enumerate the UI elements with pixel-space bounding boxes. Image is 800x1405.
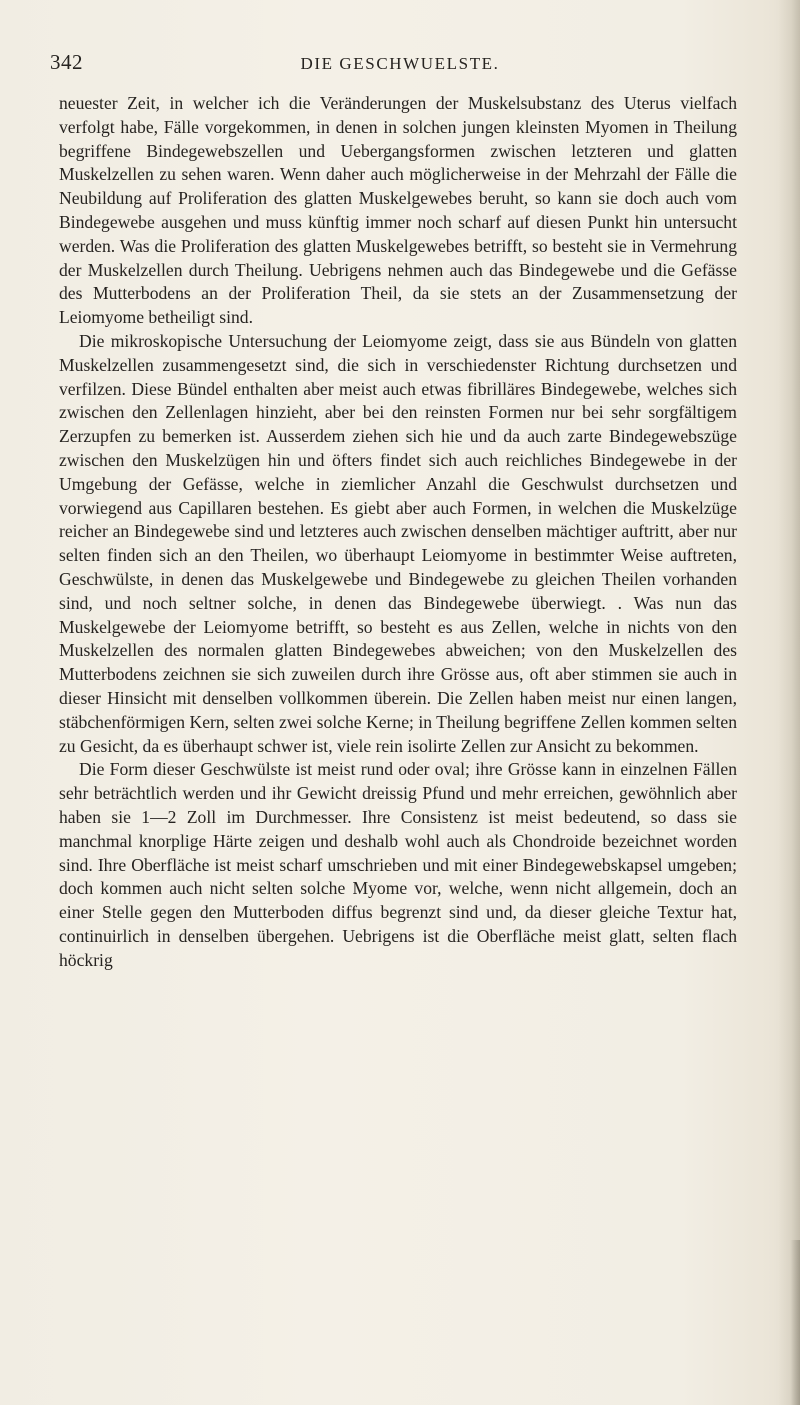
page-edge-shadow [778, 0, 800, 1405]
paragraph-2: Die mikroskopische Untersuchung der Leiomyome zeigt, dass sie aus Bündeln von glatten Muskelzellen zusammengesetzt sind, die sich in verschiedenster Richtung durchsetzen und verfilzen. Diese Bündel enthalten aber meist auch etwas fibrilläres Bindegewebe, welches sich zwischen den Zellenlagen hinzieht, aber bei den reinsten Formen nur bei sehr sorgfältigem Zerzupfen zu bemerken ist. Ausserdem ziehen sich hie und da auch zarte Bindegewebszüge zwischen den Muskelzügen hin und öfters findet sich auch reichliches Bindegewebe in der Umgebung der Gefässe, welche in ziemlicher Anzahl die Geschwulst durchsetzen und vorwiegend aus Capillaren bestehen. Es giebt aber auch Formen, in welchen die Muskelzüge reicher an Bindegewebe sind und letzteres auch zwischen denselben mächtiger auftritt, aber nur selten finden sich an den Theilen, wo überhaupt Leiomyome in bestimmter Weise auftreten, Geschwülste, in denen das Muskelgewebe und Bindegewebe zu gleichen Theilen vorhanden sind, und noch seltner solche, in denen das Bindegewebe überwiegt. . Was nun das Muskelgewebe der Leiomyome betrifft, so besteht es aus Zellen, welche in nichts von den Muskelzellen des normalen glatten Bindegewebes abweichen; von den Muskelzellen des Mutterbodens zeichnen sie sich zuweilen durch ihre Grösse aus, oft aber stimmen sie auch in dieser Hinsicht mit denselben vollkommen überein. Die Zellen haben meist nur einen langen, stäbchenförmigen Kern, selten zwei solche Kerne; in Theilung begriffene Zellen kommen selten zu Gesicht, da es überhaupt schwer ist, viele rein isolirte Zellen zur Ansicht zu bekommen. [59, 330, 737, 756]
body-text [59, 92, 737, 972]
paragraph-3: Die Form dieser Geschwülste ist meist rund oder oval; ihre Grösse kann in einzelnen Fällen sehr beträchtlich werden und ihr Gewicht dreissig Pfund und mehr erreichen, gewöhnlich aber haben sie 1—2 Zoll im Durchmesser. Ihre Consistenz ist meist bedeutend, so dass sie manchmal knorplige Härte zeigen und deshalb wohl auch als Chondroide bezeichnet worden sind. Ihre Oberfläche ist meist scharf umschrieben und mit einer Bindegewebskapsel umgeben; doch kommen auch nicht selten solche Myome vor, welche, wenn nicht allgemein, doch an einer Stelle gegen den Mutterboden diffus begrenzt sind und, da dieser gleiche Textur hat, continuirlich in denselben übergehen. Uebrigens ist die Oberfläche meist glatt, selten flach höckrig [59, 759, 737, 970]
page-header [50, 44, 750, 74]
paragraph-1: neuester Zeit, in welcher ich die Veränderungen der Muskelsubstanz des Uterus vielfach verfolgt habe, Fälle vorgekommen, in denen in solchen jungen kleinsten Myomen in Theilung begriffene Bindegewebszellen und Uebergangsformen zwischen letzteren und glatten Muskelzellen zu sehen waren. Wenn daher auch möglicherweise in der Mehrzahl der Fälle die Neubildung auf Proliferation des glatten Muskelgewebes beruht, so kann sie doch auch vom Bindegewebe ausgehen und muss künftig immer noch scharf auf diesen Punkt hin untersucht werden. Was die Proliferation des glatten Muskelgewebes betrifft, so besteht sie in Vermehrung der Muskelzellen durch Theilung. Uebrigens nehmen auch das Bindegewebe und die Gefässe des Mutterbodens an der Proliferation Theil, da sie stets an der Zusammensetzung der Leiomyome betheiligt sind. [59, 93, 737, 328]
running-title: DIE GESCHWUELSTE. [300, 54, 500, 73]
page-edge-dark [790, 1240, 800, 1405]
page-number: 342 [50, 50, 83, 74]
